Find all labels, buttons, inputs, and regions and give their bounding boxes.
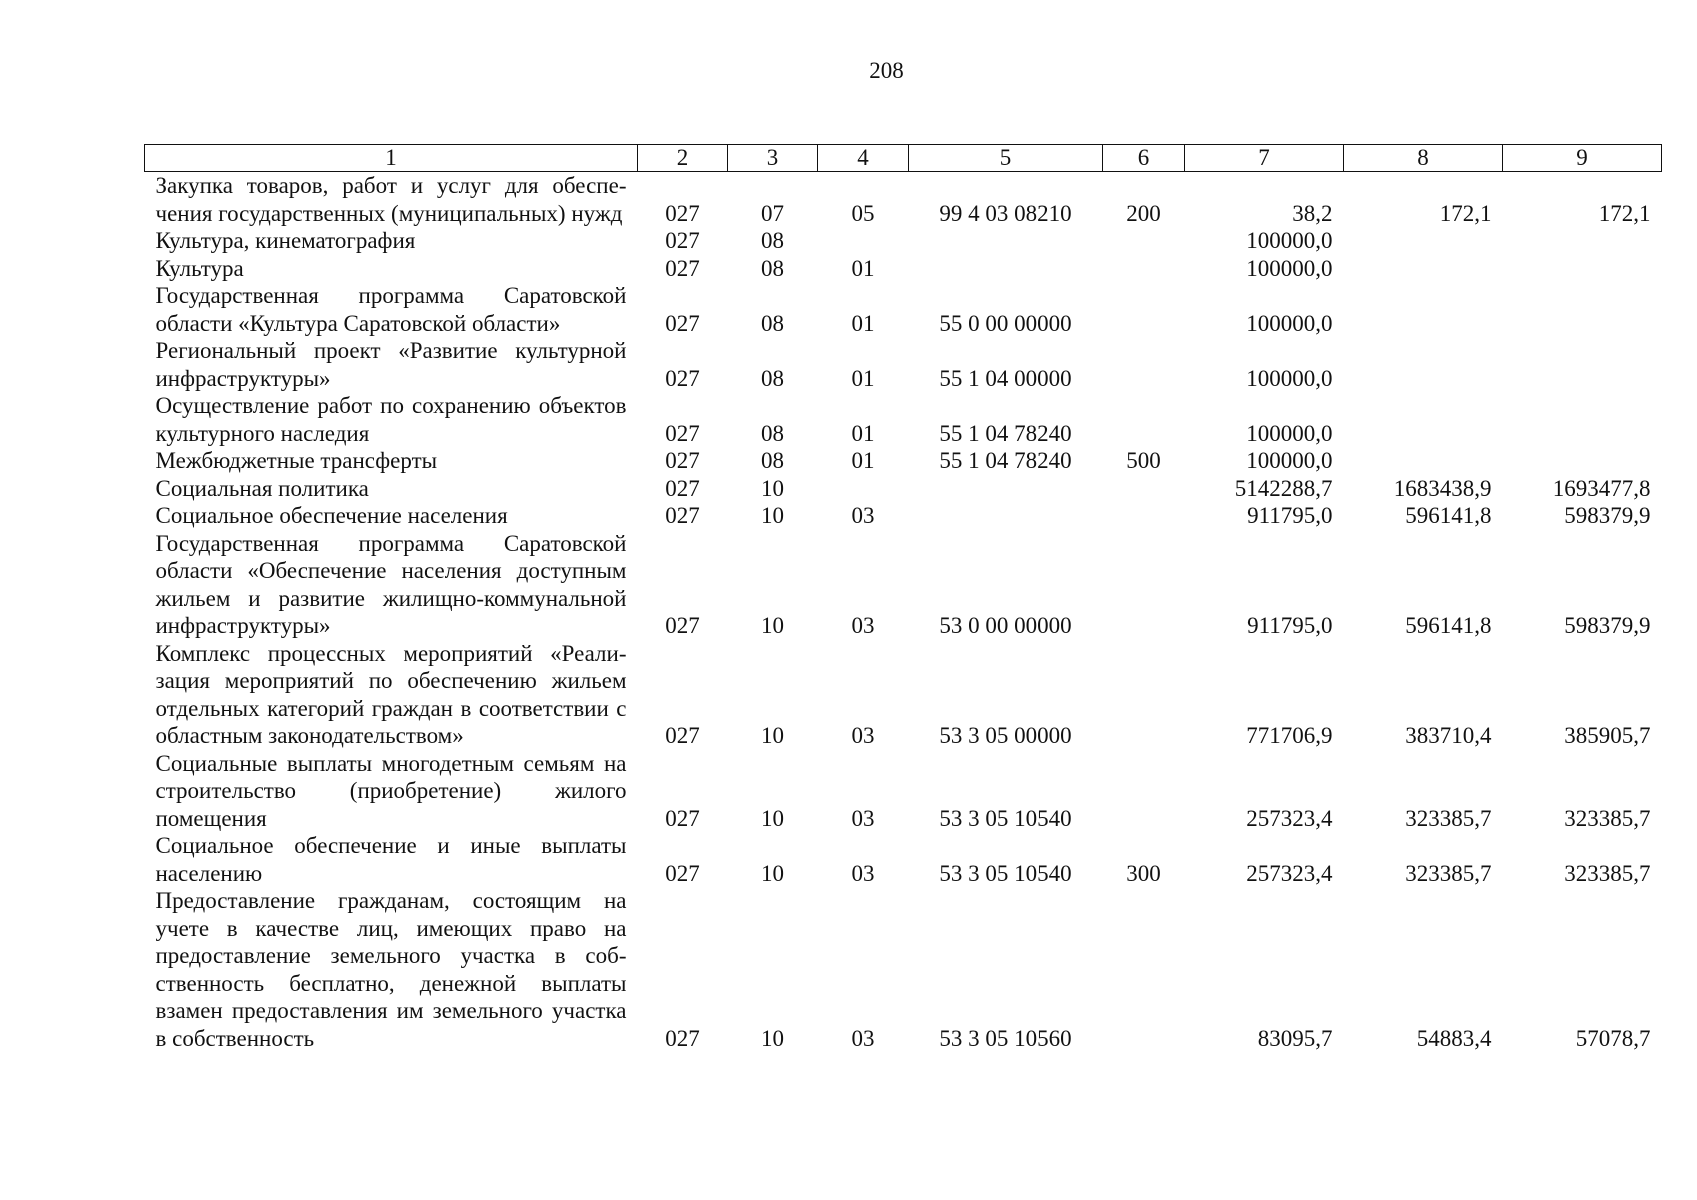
row-code-6 (1103, 392, 1185, 447)
row-name: Осуществление работ по сохранению объектов культурного наследия (155, 393, 627, 446)
column-header-1: 1 (145, 145, 638, 172)
row-code-2: 027 (665, 860, 700, 886)
row-amount-7: 257323,4 (1246, 860, 1333, 886)
row-code-3: 08 (761, 365, 784, 391)
row-code-2: 027 (665, 805, 700, 831)
row-code-4 (818, 475, 909, 503)
row-name: Социальные выплаты многодетным семьям на строительство (приобретение) жилого помещения (155, 750, 627, 831)
row-code-4: 03 (851, 613, 875, 638)
row-code-6 (1103, 255, 1185, 283)
table-row (145, 832, 1662, 887)
row-amount-9: 598379,9 (1564, 503, 1651, 528)
row-amount-8 (1344, 255, 1503, 283)
row-code-2: 027 (665, 365, 700, 391)
row-code-6 (1103, 640, 1185, 750)
row-amount-9 (1503, 447, 1662, 475)
row-name: Социальное обеспечение и иные выплаты населению (155, 833, 627, 886)
row-amount-7: 100000,0 (1246, 310, 1333, 336)
row-amount-7: 38,2 (1292, 200, 1333, 226)
row-code-3: 08 (761, 310, 784, 336)
row-code-4: 03 (851, 860, 875, 886)
row-code-4: 05 (851, 200, 875, 226)
row-name: Культура (155, 255, 244, 281)
row-code-4: 03 (851, 723, 875, 748)
row-code-6: 200 (1126, 200, 1161, 226)
row-code-4: 01 (851, 365, 875, 391)
table-row (145, 502, 1662, 530)
row-amount-7: 100000,0 (1246, 255, 1333, 281)
row-code-5: 53 0 00 00000 (939, 613, 1072, 638)
table-row (145, 282, 1662, 337)
column-header-3: 3 (728, 145, 818, 172)
row-amount-8: 596141,8 (1405, 503, 1492, 528)
row-name: Социальное обеспечение населения (155, 503, 508, 528)
row-code-4: 01 (851, 310, 875, 336)
row-amount-9: 598379,9 (1564, 613, 1651, 638)
table-body (145, 172, 1662, 1053)
row-code-2: 027 (665, 310, 700, 336)
row-code-6 (1103, 530, 1185, 640)
row-code-3: 08 (761, 255, 784, 281)
table-row (145, 255, 1662, 283)
row-code-4: 03 (851, 1025, 875, 1051)
row-code-4 (818, 227, 909, 255)
row-name: Государственная программа Саратовской области «Культура Саратовской области» (155, 283, 627, 336)
row-amount-9: 57078,7 (1575, 1025, 1651, 1051)
row-amount-7: 100000,0 (1246, 228, 1333, 253)
row-code-5 (909, 255, 1103, 283)
row-code-5: 53 3 05 00000 (939, 723, 1072, 748)
column-header-9: 9 (1503, 145, 1662, 172)
row-code-5: 53 3 05 10540 (939, 805, 1072, 831)
row-amount-7: 100000,0 (1246, 448, 1333, 473)
row-amount-8 (1344, 337, 1503, 392)
table-row (145, 227, 1662, 255)
row-code-5: 55 1 04 00000 (939, 365, 1072, 391)
row-amount-7: 911795,0 (1247, 613, 1333, 638)
row-amount-8 (1344, 282, 1503, 337)
row-amount-9: 323385,7 (1564, 805, 1651, 831)
row-code-6 (1103, 282, 1185, 337)
table-row (145, 887, 1662, 1052)
row-code-2: 027 (665, 228, 700, 253)
row-amount-9: 323385,7 (1564, 860, 1651, 886)
row-name: Культура, кинематография (155, 228, 416, 253)
row-code-6 (1103, 750, 1185, 833)
row-code-3: 08 (761, 228, 784, 253)
row-amount-7: 100000,0 (1246, 365, 1333, 391)
page-number: 208 (869, 58, 904, 83)
row-amount-9: 1693477,8 (1552, 475, 1651, 501)
row-code-5: 99 4 03 08210 (939, 200, 1072, 226)
row-code-5: 55 1 04 78240 (939, 448, 1072, 473)
row-amount-8 (1344, 392, 1503, 447)
budget-table (144, 144, 1662, 1052)
row-code-4: 01 (851, 448, 875, 473)
row-code-5: 55 1 04 78240 (939, 420, 1072, 446)
header-row (145, 145, 1662, 172)
row-amount-9: 385905,7 (1564, 723, 1651, 748)
row-amount-7: 257323,4 (1246, 805, 1333, 831)
table-row (145, 337, 1662, 392)
row-code-2: 027 (665, 200, 700, 226)
column-header-2: 2 (638, 145, 728, 172)
row-name: Закупка товаров, работ и услуг для обеспечения государственных (муниципальных) нужд (155, 173, 627, 226)
row-code-6: 300 (1126, 860, 1161, 886)
row-code-5: 53 3 05 10560 (939, 1025, 1072, 1051)
table-row (145, 172, 1662, 228)
row-amount-8 (1344, 447, 1503, 475)
row-amount-8: 383710,4 (1405, 723, 1492, 748)
row-amount-9 (1503, 282, 1662, 337)
column-header-6: 6 (1103, 145, 1185, 172)
row-amount-9 (1503, 392, 1662, 447)
row-code-2: 027 (665, 448, 700, 473)
row-amount-8: 172,1 (1439, 200, 1492, 226)
row-code-3: 10 (761, 723, 784, 748)
table-row (145, 475, 1662, 503)
column-header-8: 8 (1344, 145, 1503, 172)
row-amount-7: 771706,9 (1246, 723, 1333, 748)
column-header-4: 4 (818, 145, 909, 172)
row-code-5 (909, 502, 1103, 530)
row-code-3: 10 (761, 475, 784, 501)
row-amount-7: 100000,0 (1246, 420, 1333, 446)
row-name: Региональный проект «Развитие культурной инфраструктуры» (155, 338, 627, 391)
row-amount-9 (1503, 337, 1662, 392)
row-code-6 (1103, 887, 1185, 1052)
row-amount-9 (1503, 255, 1662, 283)
row-code-5 (909, 475, 1103, 503)
row-amount-7: 83095,7 (1257, 1025, 1333, 1051)
row-amount-9 (1503, 227, 1662, 255)
row-code-2: 027 (665, 503, 700, 528)
row-code-4: 03 (851, 805, 875, 831)
table-row (145, 392, 1662, 447)
row-amount-8: 596141,8 (1405, 613, 1492, 638)
row-amount-7: 911795,0 (1247, 503, 1333, 528)
row-code-2: 027 (665, 255, 700, 281)
row-code-5 (909, 227, 1103, 255)
row-amount-7: 5142288,7 (1234, 475, 1333, 501)
row-amount-8: 323385,7 (1405, 805, 1492, 831)
row-code-2: 027 (665, 613, 700, 638)
row-code-3: 10 (761, 503, 784, 528)
row-name: Социальная политика (155, 475, 369, 501)
row-amount-9: 172,1 (1598, 200, 1651, 226)
row-name: Предоставление гражданам, состоящим на учете в качестве лиц, имеющих право на предоставление земельного участка в собственность бесплатно, денежной выплаты взамен предоставления им земельного участка в собственность (155, 888, 627, 1051)
table-row (145, 447, 1662, 475)
table-row (145, 750, 1662, 833)
table-row (145, 640, 1662, 750)
table-header (145, 145, 1662, 172)
row-amount-8: 54883,4 (1416, 1025, 1492, 1051)
column-header-5: 5 (909, 145, 1103, 172)
row-code-5: 55 0 00 00000 (939, 310, 1072, 336)
row-code-2: 027 (665, 475, 700, 501)
row-code-3: 10 (761, 613, 784, 638)
row-code-6 (1103, 502, 1185, 530)
row-code-2: 027 (665, 1025, 700, 1051)
row-name: Государственная программа Саратовской области «Обеспечение населения доступным жильем и развитие жилищно-коммунальной инфраструктуры» (155, 530, 627, 638)
row-code-6 (1103, 227, 1185, 255)
row-code-4: 03 (851, 503, 875, 528)
row-amount-8: 1683438,9 (1393, 475, 1492, 501)
row-code-3: 10 (761, 805, 784, 831)
row-code-5: 53 3 05 10540 (939, 860, 1072, 886)
row-code-2: 027 (665, 723, 700, 748)
row-name: Комплекс процессных мероприятий «Реализация мероприятий по обеспечению жильем отдельных категорий граждан в соответствии с областным законодательством» (155, 640, 627, 748)
row-code-3: 10 (761, 860, 784, 886)
row-code-6: 500 (1126, 448, 1161, 473)
row-amount-8: 323385,7 (1405, 860, 1492, 886)
row-code-3: 08 (761, 420, 784, 446)
row-code-3: 10 (761, 1025, 784, 1051)
row-code-4: 01 (851, 255, 875, 281)
row-code-6 (1103, 475, 1185, 503)
row-code-4: 01 (851, 420, 875, 446)
column-header-7: 7 (1185, 145, 1344, 172)
row-code-3: 08 (761, 448, 784, 473)
row-code-6 (1103, 337, 1185, 392)
row-code-2: 027 (665, 420, 700, 446)
row-amount-8 (1344, 227, 1503, 255)
row-code-3: 07 (761, 200, 784, 226)
row-name: Межбюджетные трансферты (155, 448, 438, 473)
table-row (145, 530, 1662, 640)
